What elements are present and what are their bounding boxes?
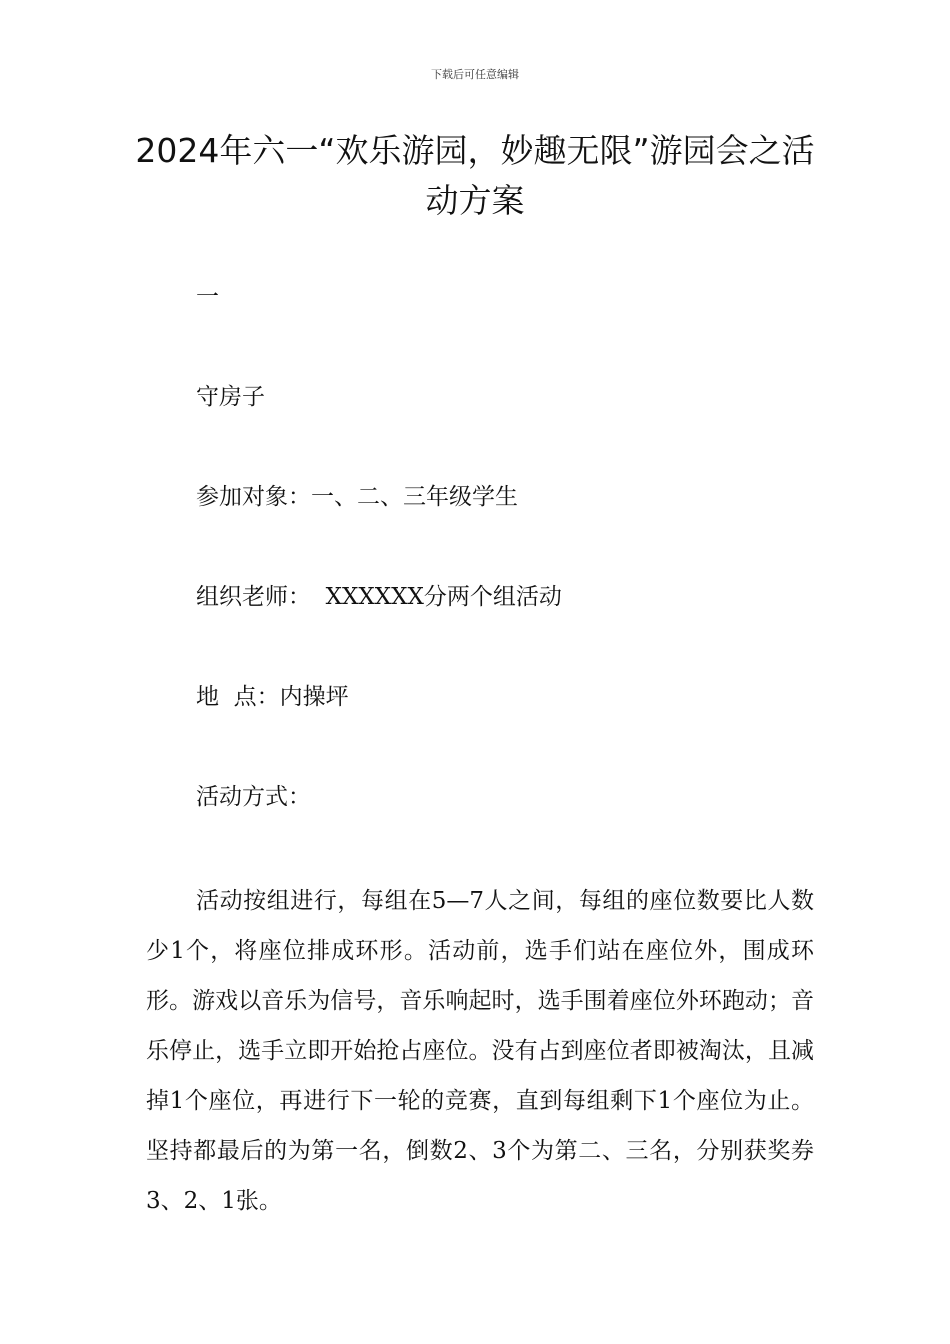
participants-line: 参加对象：一、二、三年级学生 <box>196 484 518 510</box>
game-name: 守房子 <box>196 384 265 410</box>
location-line: 地 点：内操坪 <box>196 684 349 710</box>
header-note: 下载后可任意编辑 <box>431 68 519 81</box>
method-heading: 活动方式： <box>196 784 311 810</box>
section-number: 一 <box>196 284 219 310</box>
method-body-paragraph: 活动按组进行，每组在5—7人之间，每组的座位数要比人数少1个，将座位排成环形。活动前，选手们站在座位外，围成环形。游戏以音乐为信号，音乐响起时，选手围着座位外环跑动；音乐停止，选手立即开始抢占座位。没有占到座位者即被淘汰，且减掉1个座位，再进行下一轮的竞赛，直到每组剩下1个座位为止。坚持都最后的为第一名，倒数2、3个为第二、三名，分别获奖券3、2、1张。 <box>146 888 814 1214</box>
document-title: 2024年六一“欢乐游园，妙趣无限”游园会之活动方案 <box>135 131 815 220</box>
organizers-line: 组织老师： XXXXXX分两个组活动 <box>196 584 562 610</box>
